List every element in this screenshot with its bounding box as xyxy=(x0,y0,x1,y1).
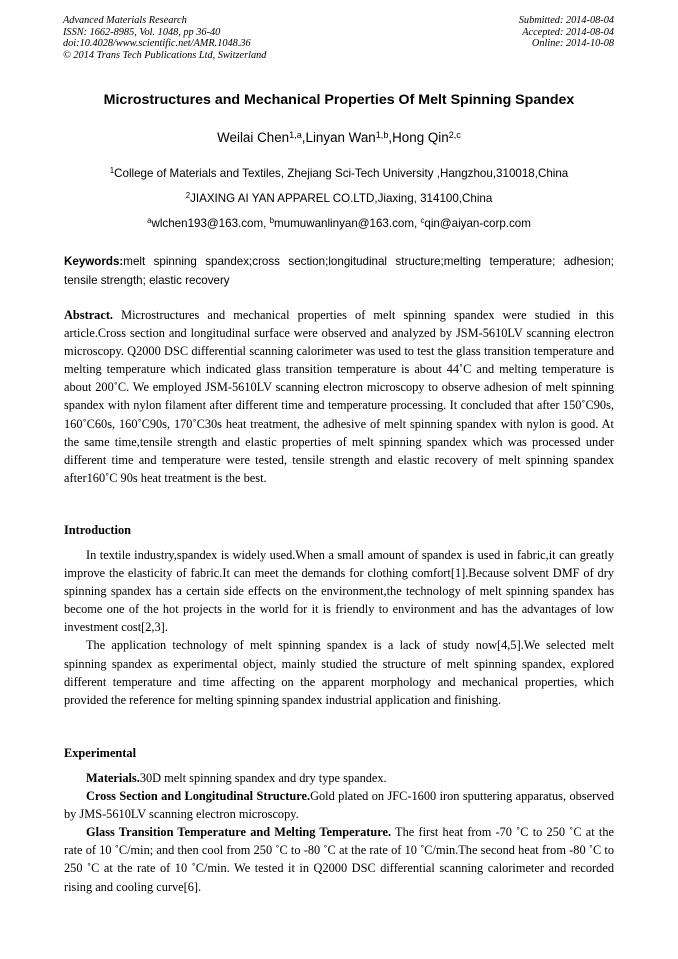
email-line xyxy=(0,217,678,230)
affiliation-text: College of Materials and Textiles, Zhejiang Sci-Tech University ,Hangzhou,310018,China xyxy=(114,167,569,180)
keywords-text: melt spinning spandex;cross section;longitudinal structure;melting temperature; adhesion; tensile strength; elastic recovery xyxy=(64,255,614,287)
author-sep: , xyxy=(388,130,393,145)
submitted-date: Submitted: 2014-08-04 xyxy=(518,15,614,26)
author-name: Hong Qin xyxy=(392,130,449,145)
abstract-text: Microstructures and mechanical properties of melt spinning spandex were studied in this article.Cross section and longitudinal surface were observed and analyzed by JSM-5610LV scanning electron microscopy. Q2000 DSC differential scanning calorimeter was used to test the glass transition temperature and melting temperature which indicated glass transition temperature is about 44˚C and melting temperature is about 200˚C. We employed JSM-5610LV scanning electron microscopy to observe adhesion of melt spinning spandex with nylon filament after different time and temperature processing. It concluded that after 150˚C90s, 160˚C60s, 160˚C90s, 170˚C30s heat treatment, the adhesive of melt spinning spandex with nylon is good. At the same time,tensile strength and elastic properties of melt spinning spandex which was processed under different time and temperature were tested, tensile strength and elastic recovery of melt spinning spandex after160˚C 90s heat treatment is the best. xyxy=(64,308,614,485)
paragraph: The application technology of melt spinning spandex is a lack of study now[4,5].We selected melt spinning spandex as experimental object, mainly studied the structure of melt spinning spandex, explored different temperature and time affecting on the apparent morphology and mechanical properties, which provided the reference for melting spinning spandex industrial application and finishing. xyxy=(64,638,614,707)
author-sup: 1,b xyxy=(375,129,389,140)
paragraph-label: Glass Transition Temperature and Melting Temperature. xyxy=(86,825,392,840)
paragraph-label: Cross Section and Longitudinal Structure. xyxy=(86,789,311,804)
abstract xyxy=(64,306,614,487)
paragraph-text: The first heat from -70 ˚C to 250 ˚C at the rate of 10 ˚C/min; and then cool from 250 ˚C to -80 ˚C at the rate of 10 ˚C/min.The second heat from -80 ˚C to 250 ˚C at the rate of 10 ˚C/min. We tested it in Q2000 DSC differential scanning calorimeter and recorded rising and cooling curve[6]. xyxy=(64,825,614,894)
accepted-date: Accepted: 2014-08-04 xyxy=(522,26,614,38)
paragraph: In textile industry,spandex is widely used.When a small amount of spandex is used in fabric,it can greatly improve the elasticity of fabric.It can meet the demands for clothing comfort[1].Because solvent DMF of dry spinning spandex has a certain side effects on the environment,the technology of melt spinning spandex has become one of the hot projects in the world for it is friendly to environment and has the advantages of low investment cost[2,3]. xyxy=(64,548,614,635)
email-text: mumuwanlinyan@163.com, xyxy=(274,217,421,230)
experimental-body xyxy=(64,769,614,896)
affiliation-2 xyxy=(0,192,678,205)
paragraph xyxy=(64,823,614,895)
author-list xyxy=(0,130,678,145)
email-sup: b xyxy=(269,216,274,226)
email-sup: a xyxy=(147,216,152,226)
author-name: Linyan Wan xyxy=(305,130,376,145)
affiliation-text: JIAXING AI YAN APPAREL CO.LTD,Jiaxing, 314100,China xyxy=(190,192,493,205)
email-text: qin@aiyan-corp.com xyxy=(424,217,531,230)
paragraph xyxy=(64,769,614,787)
paragraph-text: Gold plated on JFC-1600 iron sputtering apparatus, observed by JMS-5610LV scanning electron microscopy. xyxy=(64,789,615,822)
affiliation-sup: 1 xyxy=(109,166,115,176)
affiliation-sup: 2 xyxy=(185,191,191,201)
dates-header xyxy=(519,15,614,50)
email-text: wlchen193@163.com, xyxy=(151,217,270,230)
journal-header xyxy=(63,15,266,61)
author-name: Weilai Chen xyxy=(217,130,290,145)
paragraph xyxy=(64,787,614,823)
abstract-label: Abstract. xyxy=(64,308,114,322)
doi-line: doi:10.4028/www.scientific.net/AMR.1048.36 xyxy=(63,38,251,50)
email-sup: c xyxy=(420,216,425,226)
introduction-heading: Introduction xyxy=(64,523,131,537)
paragraph-label: Materials. xyxy=(86,771,140,785)
keywords-label: Keywords: xyxy=(64,255,124,268)
author-sup: 2,c xyxy=(448,129,461,140)
author-sup: 1,a xyxy=(289,129,302,140)
issn-line: ISSN: 1662-8985, Vol. 1048, pp 36-40 xyxy=(63,26,221,38)
copyright-line: © 2014 Trans Tech Publications Ltd, Switzerland xyxy=(63,49,267,61)
paragraph-text: 30D melt spinning spandex and dry type spandex. xyxy=(139,771,387,785)
author-sep: , xyxy=(301,130,306,145)
affiliation-1 xyxy=(0,167,678,180)
keywords xyxy=(64,253,614,290)
journal-name: Advanced Materials Research xyxy=(63,15,187,26)
online-date: Online: 2014-10-08 xyxy=(531,38,614,50)
introduction-body xyxy=(64,546,614,709)
paper-title: Microstructures and Mechanical Properties Of Melt Spinning Spandex xyxy=(103,92,575,108)
experimental-heading: Experimental xyxy=(64,746,136,760)
